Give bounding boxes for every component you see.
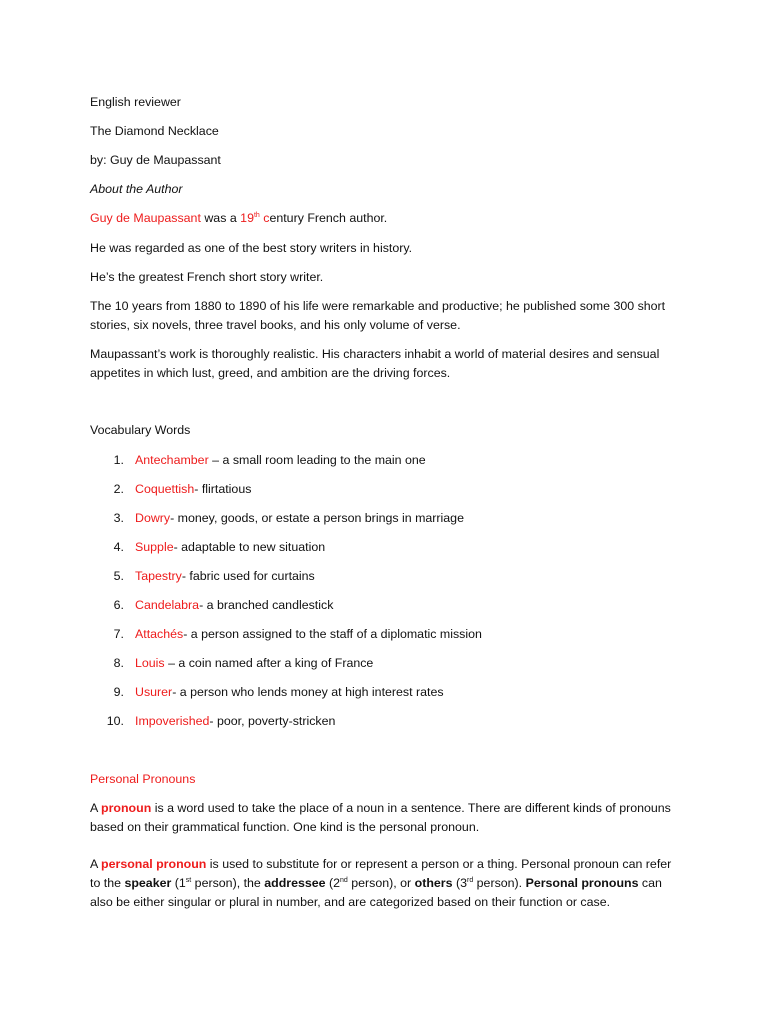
term-addressee: addressee	[264, 876, 326, 890]
vocab-definition: - poor, poverty-stricken	[209, 714, 336, 728]
pronoun-paragraph-1	[90, 799, 680, 837]
vocab-number: 9.	[113, 685, 124, 699]
vocab-definition: – a small room leading to the main one	[208, 453, 426, 467]
text-span: A	[90, 857, 102, 871]
vocab-term: Antechamber	[135, 453, 209, 467]
text-span: is a word used to take the place of a noun in a sentence. There are different kinds of pronouns based on their grammatical function. One kind is the personal pronoun.	[90, 801, 671, 834]
vocab-definition: - fabric used for curtains	[181, 569, 315, 583]
text-span: person), or	[347, 876, 415, 890]
vocab-item	[90, 656, 373, 671]
text-span: person).	[473, 876, 526, 890]
vocab-term: Coquettish	[135, 482, 195, 496]
vocab-term: Impoverished	[135, 714, 210, 728]
doc-byline: by: Guy de Maupassant	[90, 153, 221, 167]
vocab-item	[90, 569, 315, 584]
vocab-item	[90, 627, 482, 642]
about-line-3: He’s the greatest French short story writer.	[90, 270, 324, 284]
term-personal-pronoun: personal pronoun	[101, 857, 207, 871]
vocab-number: 5.	[113, 569, 124, 583]
about-paragraph-5: Maupassant’s work is thoroughly realistic. His characters inhabit a world of material desires and sensual appetites in which lust, greed, and ambition are the driving forces.	[90, 347, 660, 380]
ordinal-superscript: st	[185, 877, 192, 884]
vocabulary-heading: Vocabulary Words	[90, 423, 191, 437]
ordinal-superscript: nd	[340, 877, 348, 884]
about-line-2: He was regarded as one of the best story writers in history.	[90, 241, 413, 255]
vocab-term: Candelabra	[135, 598, 200, 612]
vocab-number: 3.	[113, 511, 124, 525]
vocab-item	[90, 511, 464, 526]
text-span: is used to substitute for or represent a person or a thing. Personal pronoun can refer to the	[90, 857, 672, 890]
about-paragraph-4: The 10 years from 1880 to 1890 of his life were remarkable and productive; he published some 300 short stories, six novels, three travel books, and his only volume of verse.	[90, 299, 666, 332]
author-name: Guy de Maupassant	[90, 211, 201, 225]
text-span: can also be either singular or plural in number, and are categorized based on their function or case.	[90, 876, 662, 909]
vocab-definition: - money, goods, or estate a person brings in marriage	[170, 511, 464, 525]
vocab-number: 7.	[113, 627, 124, 641]
vocab-item	[90, 598, 333, 613]
vocab-definition: - flirtatious	[194, 482, 252, 496]
vocab-item	[90, 540, 325, 555]
text-span: A	[90, 801, 102, 815]
vocab-number: 10.	[106, 714, 124, 728]
pronoun-paragraph-2	[90, 855, 680, 912]
vocab-item	[90, 685, 444, 700]
vocab-term: Louis	[135, 656, 165, 670]
vocab-term: Dowry	[135, 511, 171, 525]
text-span: person), the	[191, 876, 265, 890]
doc-title: The Diamond Necklace	[90, 124, 219, 138]
personal-pronouns-heading: Personal Pronouns	[90, 772, 196, 786]
term-pronoun: pronoun	[101, 801, 152, 815]
vocab-term: Supple	[135, 540, 174, 554]
text-span: (2	[325, 876, 341, 890]
vocab-definition: - adaptable to new situation	[173, 540, 326, 554]
vocab-item	[90, 714, 335, 729]
vocab-number: 4.	[113, 540, 124, 554]
vocab-number: 1.	[113, 453, 124, 467]
vocab-definition: - a person assigned to the staff of a diplomatic mission	[183, 627, 482, 641]
term-speaker: speaker	[124, 876, 172, 890]
term-others: others	[414, 876, 453, 890]
ordinal-superscript: rd	[466, 877, 474, 884]
vocab-item	[90, 482, 251, 497]
century-letter-c: c	[259, 211, 270, 225]
vocab-item	[90, 453, 426, 468]
text-span: entury French author.	[269, 211, 388, 225]
text-span: was a	[200, 211, 241, 225]
vocab-term: Usurer	[135, 685, 173, 699]
text-span: (1	[171, 876, 186, 890]
century-number: 19	[240, 211, 254, 225]
vocab-definition: - a person who lends money at high interest rates	[172, 685, 444, 699]
century-superscript: th	[253, 212, 260, 219]
vocab-number: 6.	[113, 598, 124, 612]
vocab-term: Tapestry	[135, 569, 182, 583]
about-line-1	[90, 211, 387, 226]
vocab-number: 2.	[113, 482, 124, 496]
doc-line-english-reviewer: English reviewer	[90, 95, 181, 109]
vocab-definition: – a coin named after a king of France	[164, 656, 374, 670]
vocab-term: Attachés	[135, 627, 184, 641]
term-personal-pronouns: Personal pronouns	[525, 876, 639, 890]
vocab-definition: - a branched candlestick	[199, 598, 334, 612]
about-author-heading: About the Author	[90, 182, 183, 196]
vocab-number: 8.	[113, 656, 124, 670]
text-span: (3	[452, 876, 467, 890]
